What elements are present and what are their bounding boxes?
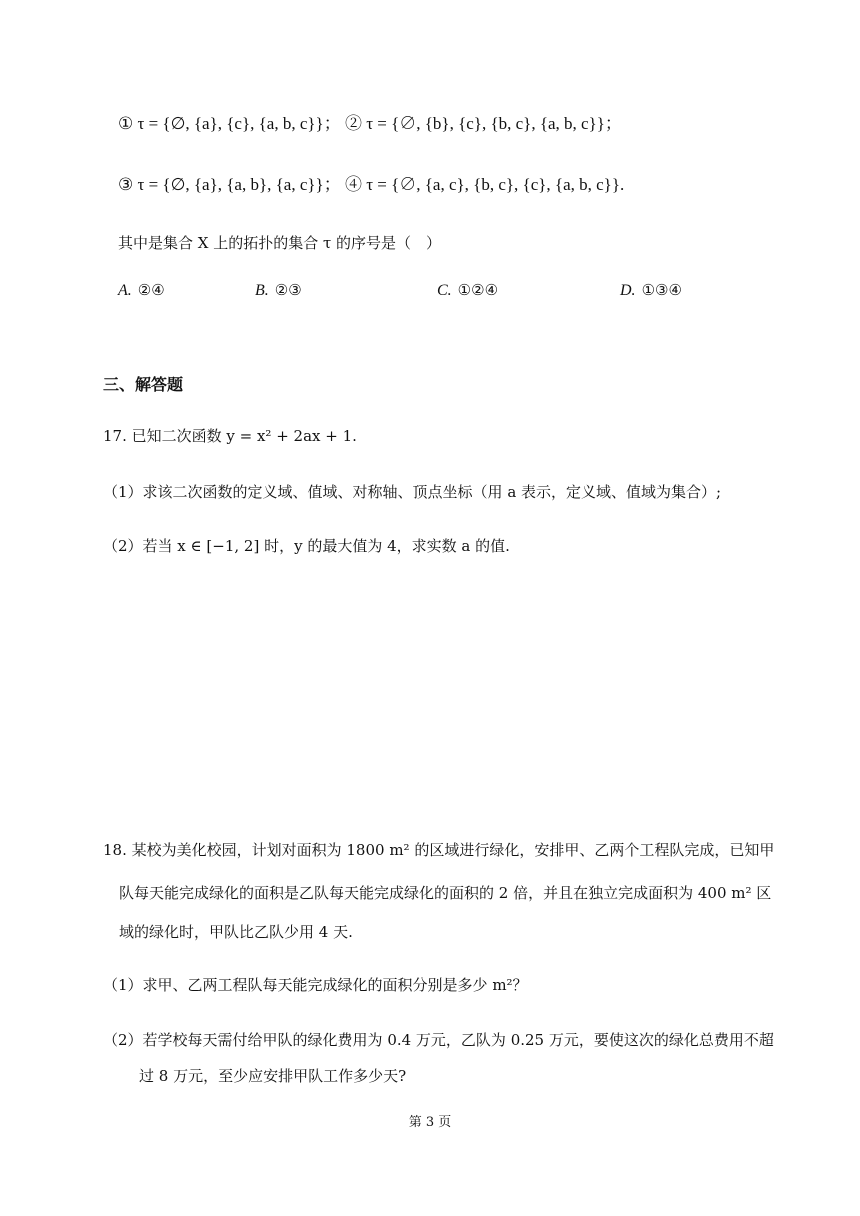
- marker-2: ②: [344, 114, 362, 133]
- topology-option-1-2: [118, 113, 622, 135]
- problem-18-part-2-line-1: （2）若学校每天需付给甲队的绿化费用为 0.4 万元，乙队为 0.25 万元，要使这次的绿化总费用不超: [103, 1031, 774, 1049]
- topology-option-3-4: [118, 174, 624, 196]
- question-16: 其中是集合 X 上的拓扑的集合 τ 的序号是（ ）: [118, 234, 442, 252]
- problem-18-line-2: 队每天能完成绿化的面积是乙队每天能完成绿化的面积的 2 倍，并且在独立完成面积为 400 m² 区: [119, 884, 772, 902]
- period: .: [619, 175, 625, 194]
- problem-17-part-2: （2）若当 x ∈ [−1, 2] 时，y 的最大值为 4，求实数 a 的值.: [103, 537, 510, 555]
- option-letter: A.: [118, 282, 132, 299]
- problem-18-line-1: 18. 某校为美化校园，计划对面积为 1800 m² 的区域进行绿化，安排甲、乙两个工程队完成，已知甲: [103, 841, 775, 859]
- option-b[interactable]: [255, 279, 302, 302]
- tau-expression-4: τ = {∅, {a, c}, {b, c}, {c}, {a, b, c}}: [366, 175, 620, 194]
- separator: ；: [604, 114, 622, 133]
- option-text: ②③: [274, 281, 302, 299]
- option-letter: D.: [620, 282, 636, 299]
- option-a[interactable]: [118, 279, 165, 302]
- option-text: ①③④: [641, 281, 682, 299]
- problem-18-part-2-line-2: 过 8 万元，至少应安排甲队工作多少天?: [139, 1067, 407, 1085]
- marker-4: ④: [344, 175, 362, 194]
- section-title: 三、解答题: [103, 375, 184, 394]
- tau-expression-2: τ = {∅, {b}, {c}, {b, c}, {a, b, c}}: [366, 114, 605, 133]
- page-number: 第 3 页: [408, 1115, 452, 1130]
- option-c[interactable]: [437, 279, 498, 302]
- option-d[interactable]: [620, 279, 682, 302]
- problem-18-line-3: 域的绿化时，甲队比乙队少用 4 天.: [119, 923, 353, 941]
- option-letter: B.: [255, 282, 269, 299]
- option-text: ②④: [137, 281, 165, 299]
- marker-3: ③: [118, 175, 134, 194]
- separator: ；: [323, 175, 341, 194]
- option-letter: C.: [437, 282, 452, 299]
- tau-expression-1: τ = {∅, {a}, {c}, {a, b, c}}: [137, 114, 324, 133]
- separator: ；: [323, 114, 341, 133]
- marker-1: ①: [118, 114, 134, 133]
- tau-expression-3: τ = {∅, {a}, {a, b}, {a, c}}: [137, 175, 324, 194]
- problem-17-part-1: （1）求该二次函数的定义域、值域、对称轴、顶点坐标（用 a 表示，定义域、值域为集合）;: [103, 483, 722, 501]
- option-text: ①②④: [457, 281, 499, 299]
- problem-18-part-1: （1）求甲、乙两工程队每天能完成绿化的面积分别是多少 m²？: [103, 976, 528, 994]
- problem-17-stem: 17. 已知二次函数 y = x² + 2ax + 1.: [103, 427, 357, 445]
